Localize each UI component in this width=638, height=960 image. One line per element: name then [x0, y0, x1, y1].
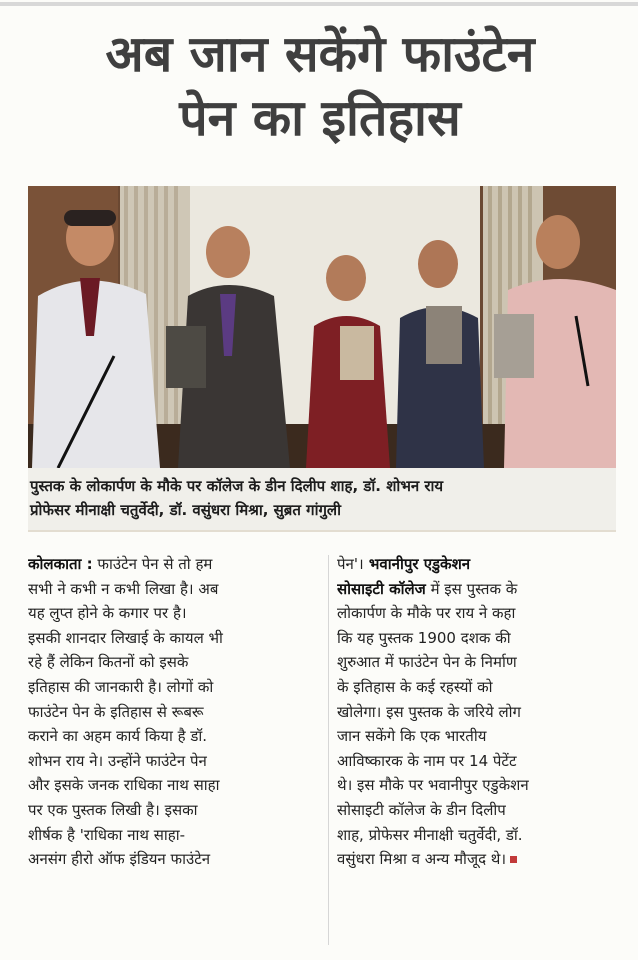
left-line-1 — [28, 552, 320, 577]
right-last-text: वसुंधरा मिश्रा व अन्य मौजूद थे। — [337, 850, 507, 869]
caption-line-2: प्रोफेसर मीनाक्षी चतुर्वेदी, डॉ. वसुंधरा मिश्रा, सुब्रत गांगुली — [30, 501, 341, 519]
left-line-3: यह लुप्त होने के कगार पर है। — [28, 604, 187, 623]
right-line-4: कि यह पुस्तक 1900 दशक की — [337, 628, 511, 647]
headline-line-2: पेन का इतिहास — [179, 89, 461, 147]
left-line-1-text: फाउंटेन पेन से तो हम — [92, 555, 213, 573]
photo-caption — [30, 474, 610, 522]
right-line-10: थे। इस मौके पर भवानीपुर एडुकेशन — [337, 776, 529, 795]
left-line-12: शीर्षक है 'राधिका नाथ साहा- — [28, 825, 186, 844]
right-line-1-bold: भवानीपुर एडुकेशन — [363, 555, 471, 573]
right-line-11: सोसाइटी कॉलेज के डीन दिलीप — [337, 800, 506, 819]
left-line-11: पर एक पुस्तक लिखी है। इसका — [28, 800, 198, 819]
left-line-5: रहे हैं लेकिन कितनों को इसके — [28, 653, 189, 672]
book-launch-photo — [28, 186, 616, 468]
right-line-13 — [337, 847, 627, 872]
right-line-1 — [337, 552, 627, 577]
photo-illustration — [28, 186, 616, 468]
right-line-5: शुरुआत में फाउंटेन पेन के निर्माण — [337, 653, 517, 672]
dateline: कोलकाता : — [28, 555, 93, 573]
right-column — [337, 552, 627, 872]
left-line-7: फाउंटेन पेन के इतिहास से रूबरू — [28, 702, 204, 721]
left-line-6: इतिहास की जानकारी है। लोगों को — [28, 677, 214, 696]
right-line-8: जान सकेंगे कि एक भारतीय — [337, 727, 487, 746]
column-divider — [328, 555, 329, 945]
left-line-9: शोभन राय ने। उन्होंने फाउंटेन पेन — [28, 751, 207, 770]
right-line-6: के इतिहास के कई रहस्यों को — [337, 677, 493, 696]
right-line-1-plain: पेन'। — [337, 555, 364, 573]
right-line-2-plain: में इस पुस्तक के — [425, 579, 518, 598]
left-line-13: अनसंग हीरो ऑफ इंडियन फाउंटेन — [28, 850, 211, 869]
left-line-8: कराने का अहम कार्य किया है डॉ. — [28, 727, 208, 746]
top-rule — [0, 2, 638, 6]
right-line-9: आविष्कारक के नाम पर 14 पेटेंट — [337, 751, 517, 770]
headline-line-1: अब जान सकेंगे फाउंटेन — [105, 25, 535, 83]
right-line-12: शाह, प्रोफेसर मीनाक्षी चतुर्वेदी, डॉ. — [337, 825, 523, 844]
left-column — [28, 552, 320, 872]
left-line-2: सभी ने कभी न कभी लिखा है। अब — [28, 579, 219, 598]
right-line-3: लोकार्पण के मौके पर राय ने कहा — [337, 604, 516, 623]
end-mark-icon — [510, 856, 517, 863]
headline — [14, 22, 626, 150]
right-line-2 — [337, 577, 627, 602]
caption-line-1: पुस्तक के लोकार्पण के मौके पर कॉलेज के डीन दिलीप शाह, डॉ. शोभन राय — [30, 477, 444, 495]
left-line-10: और इसके जनक राधिका नाथ साहा — [28, 776, 220, 795]
right-line-7: खोलेगा। इस पुस्तक के जरिये लोग — [337, 702, 521, 721]
left-line-4: इसकी शानदार लिखाई के कायल भी — [28, 628, 223, 647]
right-line-2-bold: सोसाइटी कॉलेज — [337, 579, 426, 598]
